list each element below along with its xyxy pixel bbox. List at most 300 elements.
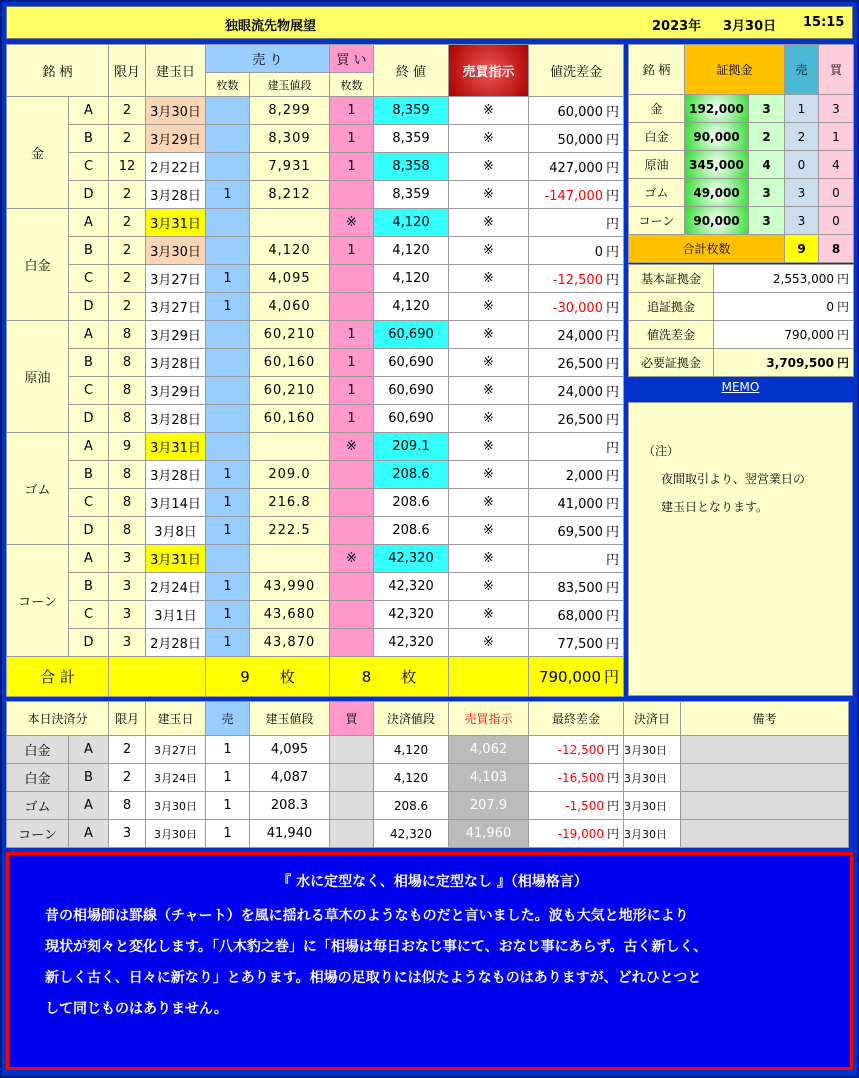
position-cost: 60,210 (250, 377, 330, 405)
buy-count: 1 (330, 321, 374, 349)
position-date: 3月31日 (146, 545, 206, 573)
yen-unit: 円 (605, 217, 619, 232)
sell-count: 1 (206, 265, 250, 293)
contract-sub: C (69, 153, 109, 181)
settle-month: 8 (109, 792, 146, 820)
contract-month: 8 (109, 405, 146, 433)
instruction-mark: ※ (449, 125, 529, 153)
margin-sell: 2 (785, 123, 819, 151)
instruction-mark: ※ (449, 461, 529, 489)
instruction-header: 売買指示 (449, 45, 529, 97)
close-price: 60,690 (374, 349, 449, 377)
position-cost: 209.0 (250, 461, 330, 489)
sell-count: 1 (206, 573, 250, 601)
position-date: 3月14日 (146, 489, 206, 517)
contract-month: 2 (109, 209, 146, 237)
sell-header: 売 り (206, 45, 330, 73)
contract-sub: A (69, 97, 109, 125)
margin-row (629, 179, 854, 207)
sell-count: 1 (206, 629, 250, 657)
table-row (7, 489, 624, 517)
memo-link[interactable]: MEMO (721, 380, 760, 394)
settle-note (681, 792, 849, 820)
yen-unit: 円 (836, 300, 849, 314)
yen-unit: 円 (606, 827, 619, 841)
margin-sell: 0 (785, 151, 819, 179)
instruction-mark: ※ (449, 237, 529, 265)
settle-final-cell (529, 792, 624, 820)
settle-close-date: 3月30日 (624, 792, 681, 820)
settle-price: 42,320 (374, 820, 449, 848)
contract-month: 2 (109, 293, 146, 321)
buy-count: ※ (330, 433, 374, 461)
instruction-mark: ※ (449, 405, 529, 433)
cost-header: 建玉値段 (250, 73, 330, 97)
group-name: 白金 (7, 209, 69, 321)
memo-text-2: 建玉日となります。 (661, 500, 769, 514)
diff-cell (529, 377, 624, 405)
settle-note (681, 736, 849, 764)
diff-value: 83,500 (557, 581, 603, 596)
position-cost: 8,309 (250, 125, 330, 153)
contract-sub: C (69, 601, 109, 629)
buy-count-header: 枚数 (330, 73, 374, 97)
settle-instruction: 41,960 (449, 820, 529, 848)
instruction-mark: ※ (449, 601, 529, 629)
diff-value: 2,000 (565, 469, 603, 484)
brand-header: 銘 柄 (7, 45, 109, 97)
contract-sub: A (69, 545, 109, 573)
margin-count: 2 (749, 123, 785, 151)
instruction-mark: ※ (449, 489, 529, 517)
header-time: 15:15 (803, 15, 845, 30)
position-cost: 60,160 (250, 405, 330, 433)
yen-unit: 円 (605, 637, 619, 652)
money-value: 0 (826, 300, 834, 314)
margin-header: 証拠金 (685, 45, 785, 95)
contract-sub: A (69, 433, 109, 461)
buy-count: ※ (330, 545, 374, 573)
sell-count (206, 433, 250, 461)
contract-month: 3 (109, 601, 146, 629)
yen-unit: 円 (836, 356, 849, 370)
diff-cell (529, 153, 624, 181)
table-row (7, 433, 624, 461)
instruction-mark: ※ (449, 629, 529, 657)
settle-buy-header: 買 (330, 702, 374, 736)
position-cost: 43,990 (250, 573, 330, 601)
sell-count (206, 209, 250, 237)
settle-month: 2 (109, 764, 146, 792)
contract-month: 12 (109, 153, 146, 181)
position-cost: 43,870 (250, 629, 330, 657)
table-row (7, 321, 624, 349)
margin-brand: コーン (629, 207, 685, 235)
instruction-mark: ※ (449, 433, 529, 461)
sell-count: 1 (206, 461, 250, 489)
position-date: 3月30日 (146, 237, 206, 265)
quote-line-3: 新しく古く、日々に新なり」とあります。相場の足取りには似たようなものはありますが、どれひとつと (45, 970, 702, 986)
contract-sub: D (69, 405, 109, 433)
settle-buy (330, 792, 374, 820)
sell-count-header: 枚数 (206, 73, 250, 97)
table-row (7, 125, 624, 153)
money-value-cell (714, 265, 854, 293)
settle-sell: 1 (206, 736, 250, 764)
contract-sub: D (69, 181, 109, 209)
contract-month: 3 (109, 573, 146, 601)
position-cost: 60,210 (250, 321, 330, 349)
buy-count: 1 (330, 153, 374, 181)
total-sell: 9 枚 (206, 657, 330, 697)
position-date: 3月29日 (146, 125, 206, 153)
table-row (7, 545, 624, 573)
quote-line-1: 昔の相場師は罫線（チャート）を風に揺れる草木のようなものだと言いました。波も大気と地形により (45, 908, 689, 924)
sell-count (206, 349, 250, 377)
buy-count: 1 (330, 405, 374, 433)
settle-cost: 4,087 (250, 764, 330, 792)
group-name: ゴム (7, 433, 69, 545)
diff-cell (529, 265, 624, 293)
money-value: 3,709,500 (766, 356, 834, 370)
margin-buy: 4 (819, 151, 854, 179)
yen-unit: 円 (836, 328, 849, 342)
settle-name-header: 本日決済分 (7, 702, 109, 736)
position-date: 3月29日 (146, 321, 206, 349)
position-date: 3月27日 (146, 265, 206, 293)
buy-count: 1 (330, 349, 374, 377)
settle-price-header: 決済値段 (374, 702, 449, 736)
yen-unit: 円 (605, 441, 619, 456)
header-date: 3月30日 (723, 19, 777, 34)
buy-count (330, 265, 374, 293)
close-price: 8,358 (374, 153, 449, 181)
margin-sell-header: 売 (785, 45, 819, 95)
margin-buy: 0 (819, 179, 854, 207)
contract-sub: C (69, 265, 109, 293)
table-row (7, 181, 624, 209)
yen-unit: 円 (605, 413, 619, 428)
sell-count: 1 (206, 293, 250, 321)
margin-value: 345,000 (685, 151, 749, 179)
close-price: 60,690 (374, 405, 449, 433)
margin-count: 3 (749, 95, 785, 123)
contract-month: 9 (109, 433, 146, 461)
contract-month: 8 (109, 461, 146, 489)
diff-value: 77,500 (557, 637, 603, 652)
contract-month: 2 (109, 125, 146, 153)
close-price: 4,120 (374, 209, 449, 237)
page-title: 独眼流先物展望 (225, 19, 317, 34)
yen-unit: 円 (605, 329, 619, 344)
table-row (7, 601, 624, 629)
diff-value: 41,000 (557, 497, 603, 512)
settle-brand: 白金 (7, 736, 69, 764)
quote-line-4: して同じものはありません。 (45, 1001, 228, 1017)
settle-brand: コーン (7, 820, 69, 848)
close-price: 8,359 (374, 181, 449, 209)
sell-count: 1 (206, 601, 250, 629)
settle-inst-header: 売買指示 (449, 702, 529, 736)
settle-date: 3月30日 (146, 820, 206, 848)
settle-final: -19,000 (557, 827, 604, 841)
margin-brand: 金 (629, 95, 685, 123)
position-cost: 7,931 (250, 153, 330, 181)
contract-sub: B (69, 349, 109, 377)
yen-unit: 円 (605, 301, 619, 316)
contract-sub: D (69, 517, 109, 545)
settle-final-cell (529, 820, 624, 848)
margin-total-buy: 8 (819, 235, 854, 263)
buy-count: ※ (330, 209, 374, 237)
instruction-mark: ※ (449, 97, 529, 125)
date-header: 建玉日 (146, 45, 206, 97)
contract-month: 8 (109, 321, 146, 349)
contract-sub: C (69, 489, 109, 517)
table-row (7, 517, 624, 545)
position-cost: 222.5 (250, 517, 330, 545)
diff-cell (529, 349, 624, 377)
settle-close-date: 3月30日 (624, 820, 681, 848)
quote-box (6, 852, 853, 1070)
close-price: 60,690 (374, 321, 449, 349)
diff-value: 24,000 (557, 329, 603, 344)
close-price: 8,359 (374, 125, 449, 153)
settle-date2-header: 決済日 (624, 702, 681, 736)
position-date: 3月28日 (146, 349, 206, 377)
margin-brand-header: 銘 柄 (629, 45, 685, 95)
margin-value: 90,000 (685, 207, 749, 235)
table-row (7, 405, 624, 433)
instruction-mark: ※ (449, 349, 529, 377)
buy-count: 1 (330, 125, 374, 153)
table-row (7, 153, 624, 181)
contract-month: 8 (109, 517, 146, 545)
settle-sell: 1 (206, 820, 250, 848)
diff-value: -12,500 (552, 273, 603, 288)
contract-month: 2 (109, 237, 146, 265)
buy-count: 1 (330, 97, 374, 125)
memo-box (628, 402, 853, 696)
diff-value: 60,000 (557, 105, 603, 120)
settle-sub: A (69, 736, 109, 764)
sell-count (206, 405, 250, 433)
quote-title: 『 水に定型なく、相場に定型なし 』（相場格言） (277, 874, 588, 890)
diff-cell (529, 125, 624, 153)
settle-sub: A (69, 820, 109, 848)
yen-unit: 円 (606, 771, 619, 785)
yen-unit: 円 (605, 273, 619, 288)
settle-row (7, 736, 849, 764)
settle-sub: B (69, 764, 109, 792)
contract-month: 2 (109, 97, 146, 125)
instruction-mark: ※ (449, 181, 529, 209)
diff-cell (529, 293, 624, 321)
settle-final-cell (529, 764, 624, 792)
settle-final: -16,500 (557, 771, 604, 785)
contract-month: 8 (109, 377, 146, 405)
yen-unit: 円 (606, 799, 619, 813)
close-price: 42,320 (374, 573, 449, 601)
contract-month: 8 (109, 489, 146, 517)
settle-month-header: 限月 (109, 702, 146, 736)
buy-count (330, 293, 374, 321)
margin-count: 4 (749, 151, 785, 179)
contract-sub: B (69, 573, 109, 601)
contract-month: 3 (109, 629, 146, 657)
money-row (629, 321, 854, 349)
close-price: 208.6 (374, 517, 449, 545)
positions-table (6, 44, 624, 697)
margin-value: 90,000 (685, 123, 749, 151)
diff-value: -147,000 (544, 189, 603, 204)
position-date: 3月31日 (146, 209, 206, 237)
settle-cost: 4,095 (250, 736, 330, 764)
settle-cost-header: 建玉値段 (250, 702, 330, 736)
margin-value: 192,000 (685, 95, 749, 123)
margin-count: 3 (749, 179, 785, 207)
table-row (7, 629, 624, 657)
money-label: 値洗差金 (629, 321, 714, 349)
buy-count (330, 573, 374, 601)
margin-buy-header: 買 (819, 45, 854, 95)
table-row (7, 573, 624, 601)
diff-cell (529, 237, 624, 265)
close-price: 4,120 (374, 293, 449, 321)
diff-cell (529, 97, 624, 125)
yen-unit: 円 (836, 272, 849, 286)
position-date: 3月29日 (146, 377, 206, 405)
table-row (7, 293, 624, 321)
margin-table (628, 44, 854, 263)
margin-row (629, 123, 854, 151)
diff-cell (529, 517, 624, 545)
margin-buy: 3 (819, 95, 854, 123)
group-name: 原油 (7, 321, 69, 433)
settle-price: 208.6 (374, 792, 449, 820)
settle-row (7, 792, 849, 820)
yen-unit: 円 (606, 743, 619, 757)
margin-total-label: 合計枚数 (629, 235, 785, 263)
diff-cell (529, 629, 624, 657)
settle-final: -1,500 (565, 799, 604, 813)
buy-count (330, 181, 374, 209)
margin-value: 49,000 (685, 179, 749, 207)
sell-count: 1 (206, 517, 250, 545)
position-date: 3月31日 (146, 433, 206, 461)
position-cost: 4,095 (250, 265, 330, 293)
settle-instruction: 207.9 (449, 792, 529, 820)
settle-cost: 208.3 (250, 792, 330, 820)
total-buy: 8 枚 (330, 657, 449, 697)
settle-month: 3 (109, 820, 146, 848)
diff-cell (529, 181, 624, 209)
contract-sub: C (69, 377, 109, 405)
buy-count (330, 489, 374, 517)
yen-unit: 円 (605, 525, 619, 540)
total-label: 合 計 (7, 657, 109, 697)
instruction-mark: ※ (449, 293, 529, 321)
diff-cell (529, 573, 624, 601)
settle-close-date: 3月30日 (624, 764, 681, 792)
buy-count (330, 629, 374, 657)
settle-instruction: 4,062 (449, 736, 529, 764)
position-date: 3月30日 (146, 97, 206, 125)
contract-sub: B (69, 125, 109, 153)
contract-month: 3 (109, 545, 146, 573)
money-value: 790,000 (784, 328, 834, 342)
margin-count: 3 (749, 207, 785, 235)
diff-cell (529, 461, 624, 489)
settle-buy (330, 820, 374, 848)
title-bar (6, 6, 853, 39)
settle-price: 4,120 (374, 736, 449, 764)
diff-value: 50,000 (557, 133, 603, 148)
position-cost: 216.8 (250, 489, 330, 517)
position-cost: 8,299 (250, 97, 330, 125)
diff-cell (529, 321, 624, 349)
close-header: 終 値 (374, 45, 449, 97)
close-price: 42,320 (374, 601, 449, 629)
close-price: 4,120 (374, 265, 449, 293)
position-date: 3月28日 (146, 181, 206, 209)
settle-row (7, 820, 849, 848)
settle-row (7, 764, 849, 792)
settle-price: 4,120 (374, 764, 449, 792)
money-value: 2,553,000 (772, 272, 834, 286)
diff-value: 26,500 (557, 357, 603, 372)
yen-unit: 円 (605, 469, 619, 484)
position-cost: 60,160 (250, 349, 330, 377)
sell-count (206, 125, 250, 153)
memo-text-1: 夜間取引より、翌営業日の (661, 472, 806, 486)
margin-row (629, 207, 854, 235)
settle-date-header: 建玉日 (146, 702, 206, 736)
settle-buy (330, 764, 374, 792)
buy-count (330, 517, 374, 545)
money-table (628, 264, 854, 377)
diff-value: 0 (594, 245, 603, 260)
diff-value: 68,000 (557, 609, 603, 624)
instruction-mark: ※ (449, 153, 529, 181)
yen-unit: 円 (605, 105, 619, 120)
settle-close-date: 3月30日 (624, 736, 681, 764)
margin-brand: ゴム (629, 179, 685, 207)
yen-unit: 円 (605, 553, 619, 568)
yen-unit: 円 (605, 497, 619, 512)
position-date: 3月1日 (146, 601, 206, 629)
money-value-cell (714, 349, 854, 377)
settle-final-header: 最終差金 (529, 702, 624, 736)
diff-header: 値洗差金 (529, 45, 624, 97)
position-date: 3月27日 (146, 293, 206, 321)
buy-header: 買 い (330, 45, 374, 73)
yen-unit: 円 (605, 581, 619, 596)
contract-sub: A (69, 321, 109, 349)
diff-cell (529, 405, 624, 433)
yen-unit: 円 (605, 245, 619, 260)
money-row (629, 293, 854, 321)
position-date: 3月28日 (146, 405, 206, 433)
position-cost: 4,060 (250, 293, 330, 321)
quote-line-2: 現状が刻々と変化します。「八木豹之巻」に「相場は毎日おなじ事にて、おなじ事にあらず。古く新しく、 (45, 939, 708, 955)
table-row (7, 209, 624, 237)
position-date: 2月24日 (146, 573, 206, 601)
settle-sell-header: 売 (206, 702, 250, 736)
diff-cell (529, 433, 624, 461)
margin-total-sell: 9 (785, 235, 819, 263)
contract-sub: A (69, 209, 109, 237)
